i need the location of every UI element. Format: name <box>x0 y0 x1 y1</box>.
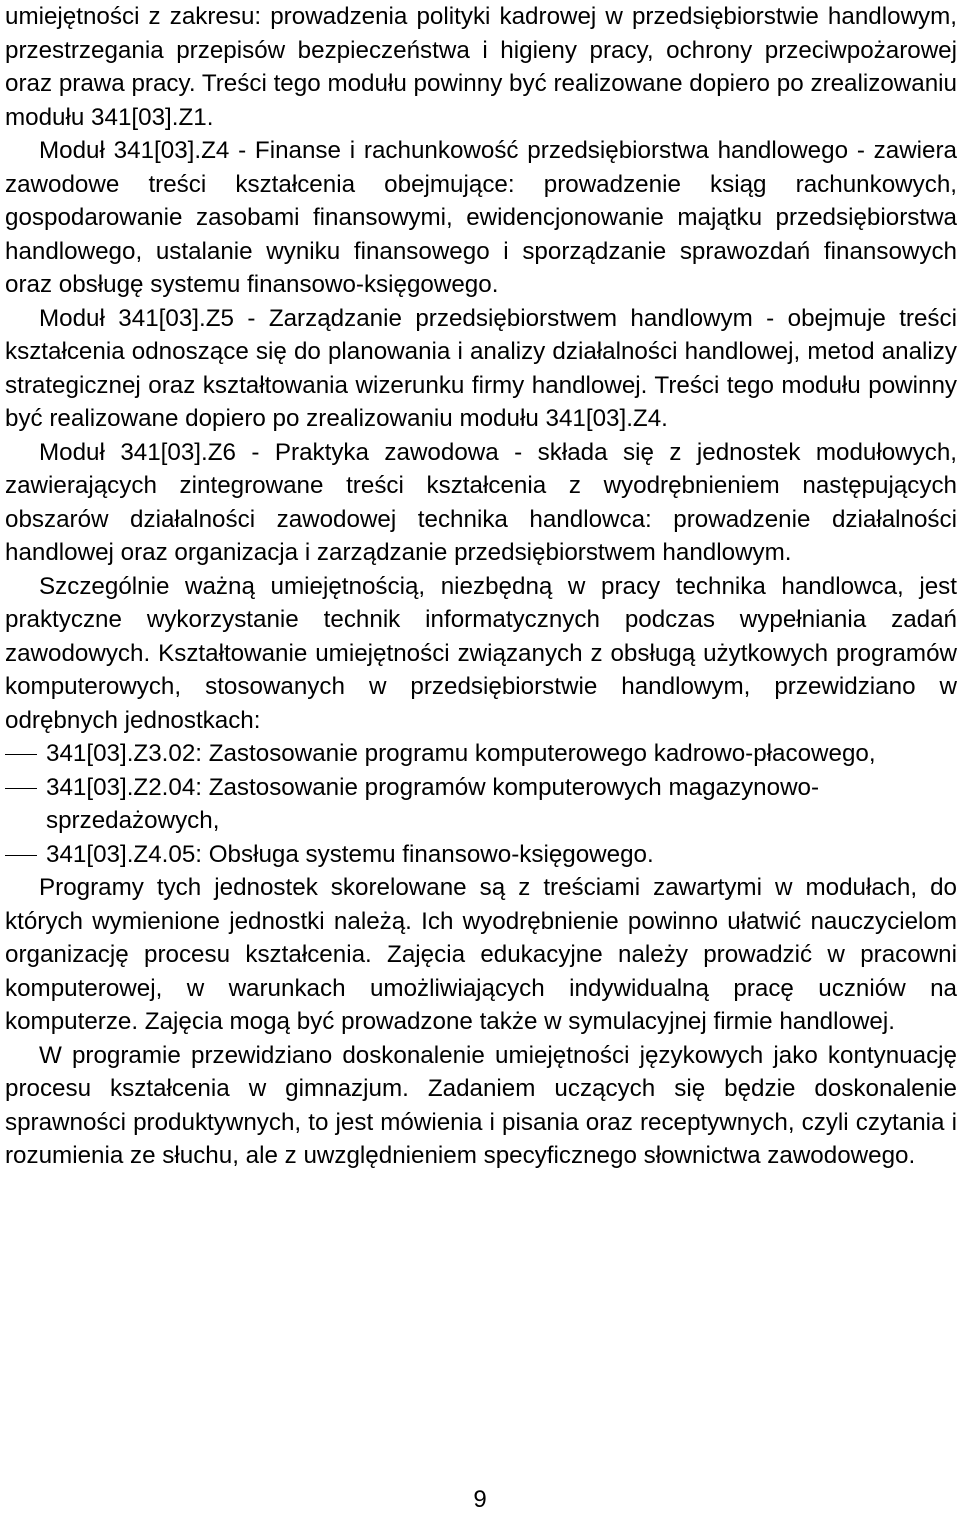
paragraph-language-skills: W programie przewidziano doskonalenie umiejętności językowych jako kontynuację procesu kształcenia w gimnazjum. Zadaniem uczących się będzie doskonalenie sprawności produktywnych, to jest mówienia i pisania oraz receptywnych, czyli czytania i rozumienia ze słuchu, ale z uwzględnieniem specyficznego słownictwa zawodowego. <box>5 1041 957 1169</box>
dash-bullet-icon <box>5 788 37 789</box>
paragraph-it-skills: Szczególnie ważną umiejętnością, niezbędną w pracy technika handlowca, jest praktyczne wykorzystanie technik informatycznych podczas wypełniania zadań zawodowych. Kształtowanie umiejętności związanych z obsługą użytkowych programów komputerowych, stosowanych w przedsiębiorstwie handlowym, przewidziano w odrębnych jednostkach: <box>5 572 957 734</box>
dash-bullet-icon <box>5 855 37 856</box>
list-item-text: 341[03].Z4.05: Obsługa systemu finansowo-księgowego. <box>46 840 654 868</box>
paragraph-modul-z6: Moduł 341[03].Z6 - Praktyka zawodowa - składa się z jednostek modułowych, zawierających zintegrowane treści kształcenia z wyodrębnieniem następujących obszarów działalności zawodowej technika handlowca: prowadzenie działalności handlowej oraz organizacja i zarządzanie przedsiębiorstwem handlowym. <box>5 438 957 566</box>
dash-bullet-icon <box>5 754 37 755</box>
list-item-text: 341[03].Z3.02: Zastosowanie programu komputerowego kadrowo-płacowego, <box>46 740 876 767</box>
paragraph-modul-z5: Moduł 341[03].Z5 - Zarządzanie przedsiębiorstwem handlowym - obejmuje treści kształcenia odnoszące się do planowania i analizy działalności handlowej, metod analizy strategicznej oraz kształtowania wizerunku firmy handlowej. Treści tego modułu powinny być realizowane dopiero po zrealizowaniu modułu 341[03].Z4. <box>5 304 957 432</box>
list-item <box>5 838 957 872</box>
page-number: 9 <box>473 1486 487 1513</box>
document-page <box>5 0 957 1173</box>
paragraph-modul-z4: Moduł 341[03].Z4 - Finanse i rachunkowość przedsiębiorstwa handlowego - zawiera zawodowe treści kształcenia obejmujące: prowadzenie ksiąg rachunkowych, gospodarowanie zasobami finansowymi, ewidencjonowanie majątku przedsiębiorstwa handlowego, ustalanie wyniku finansowego i sporządzanie sprawozdań finansowych oraz obsługę systemu finansowo-księgowego. <box>5 137 957 298</box>
list-item-text: 341[03].Z2.04: Zastosowanie programów komputerowych magazynowo-sprzedażowych, <box>46 773 820 834</box>
units-list <box>5 737 957 871</box>
list-item <box>5 737 957 771</box>
paragraph-programs-correlation: Programy tych jednostek skorelowane są z treściami zawartymi w modułach, do których wymienione jednostki należą. Ich wyodrębnienie powinno ułatwić nauczycielom organizację procesu kształcenia. Zajęcia edukacyjne należy prowadzić w pracowni komputerowej, w warunkach umożliwiających indywidualną pracę uczniów na komputerze. Zajęcia mogą być prowadzone także w symulacyjnej firmie handlowej. <box>5 874 957 1035</box>
paragraph-modul-z3-continuation: umiejętności z zakresu: prowadzenia polityki kadrowej w przedsiębiorstwie handlowym, przestrzegania przepisów bezpieczeństwa i higieny pracy, ochrony przeciwpożarowej oraz prawa pracy. Treści tego modułu powinny być realizowane dopiero po zrealizowaniu modułu 341[03].Z1. <box>5 3 957 131</box>
list-item <box>5 771 957 838</box>
